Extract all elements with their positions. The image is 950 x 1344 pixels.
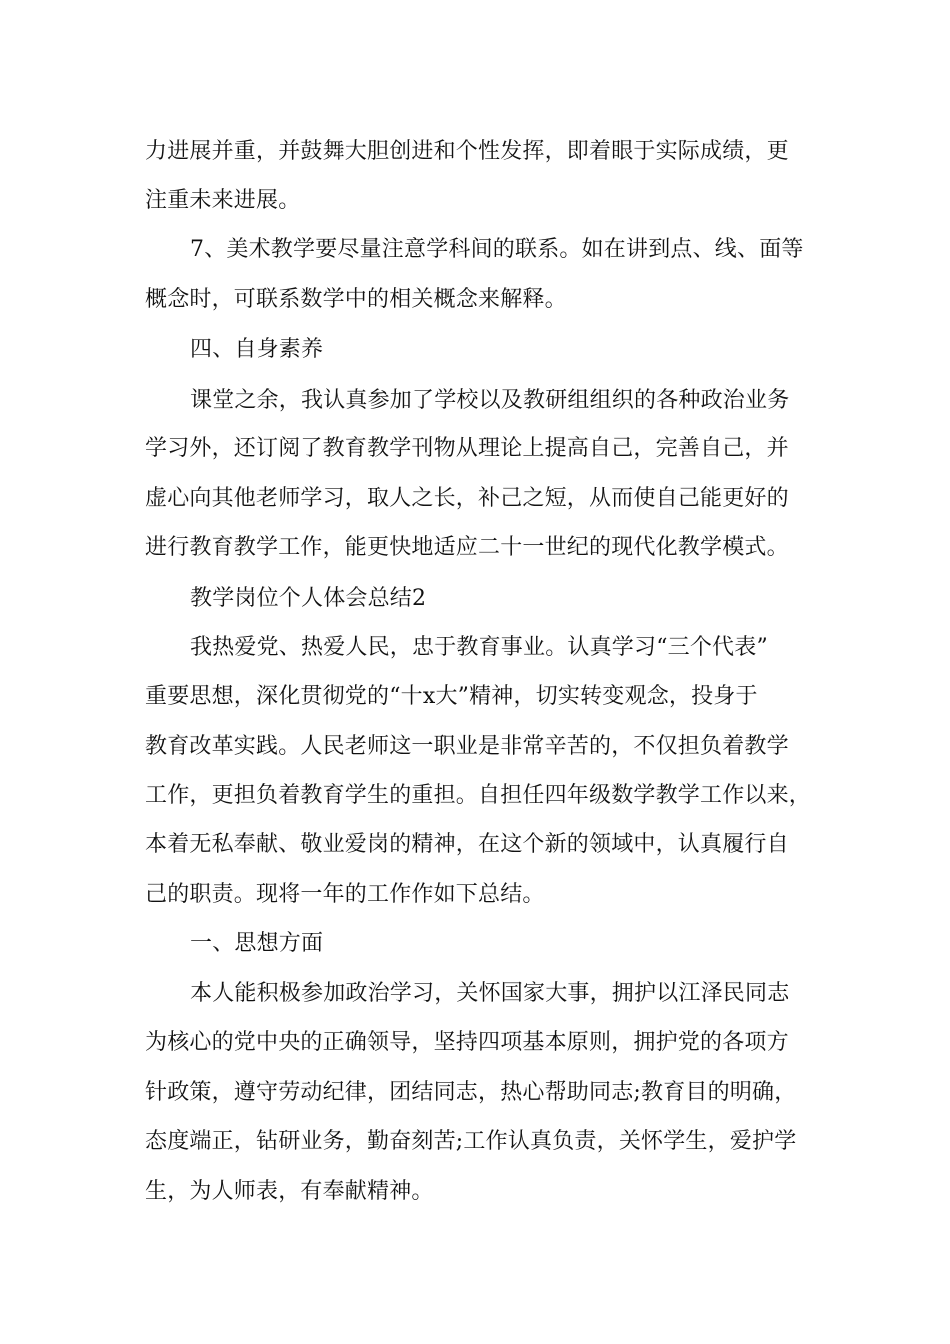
text-line: 我热爱党、热爱人民，忠于教育事业。认真学习“三个代表” (190, 635, 768, 660)
text-line: 教育改革实践。人民老师这一职业是非常辛苦的，不仅担负着教学 (145, 734, 789, 759)
text-line: 生，为人师表，有奉献精神。 (145, 1179, 434, 1204)
text-line: 重要思想，深化贯彻党的“十x大”精神，切实转变观念，投身于 (145, 684, 758, 709)
document-title: 教学岗位个人体会总结2 (190, 586, 427, 611)
section-heading: 一、思想方面 (190, 931, 324, 956)
text-line: 7、美术教学要尽量注意学科间的联系。如在讲到点、线、面等 (190, 237, 804, 262)
text-line: 本着无私奉献、敬业爱岗的精神，在这个新的领域中，认真履行自 (145, 832, 789, 857)
text-line: 针政策，遵守劳动纪律，团结同志，热心帮助同志;教育目的明确， (145, 1080, 797, 1105)
text-line: 力进展并重，并鼓舞大胆创进和个性发挥，即着眼于实际成绩，更 (145, 139, 789, 164)
text-line: 虚心向其他老师学习，取人之长，补己之短，从而使自己能更好的 (145, 486, 789, 511)
text-line: 己的职责。现将一年的工作作如下总结。 (145, 882, 545, 907)
text-line: 本人能积极参加政治学习，关怀国家大事，拥护以江泽民同志 (190, 981, 790, 1006)
text-line: 注重未来进展。 (145, 188, 301, 213)
text-line: 进行教育教学工作，能更快地适应二十一世纪的现代化教学模式。 (145, 535, 789, 560)
text-line: 概念时，可联系数学中的相关概念来解释。 (145, 287, 567, 312)
section-heading: 四、自身素养 (190, 337, 324, 362)
text-line: 为核心的党中央的正确领导，坚持四项基本原则，拥护党的各项方 (145, 1030, 789, 1055)
text-line: 态度端正，钻研业务，勤奋刻苦;工作认真负责，关怀学生，爱护学 (145, 1129, 797, 1154)
text-line: 课堂之余，我认真参加了学校以及教研组组织的各种政治业务 (190, 388, 790, 413)
text-line: 学习外，还订阅了教育教学刊物从理论上提高自己，完善自己，并 (145, 436, 789, 461)
text-line: 工作，更担负着教育学生的重担。自担任四年级数学教学工作以来， (145, 783, 812, 808)
